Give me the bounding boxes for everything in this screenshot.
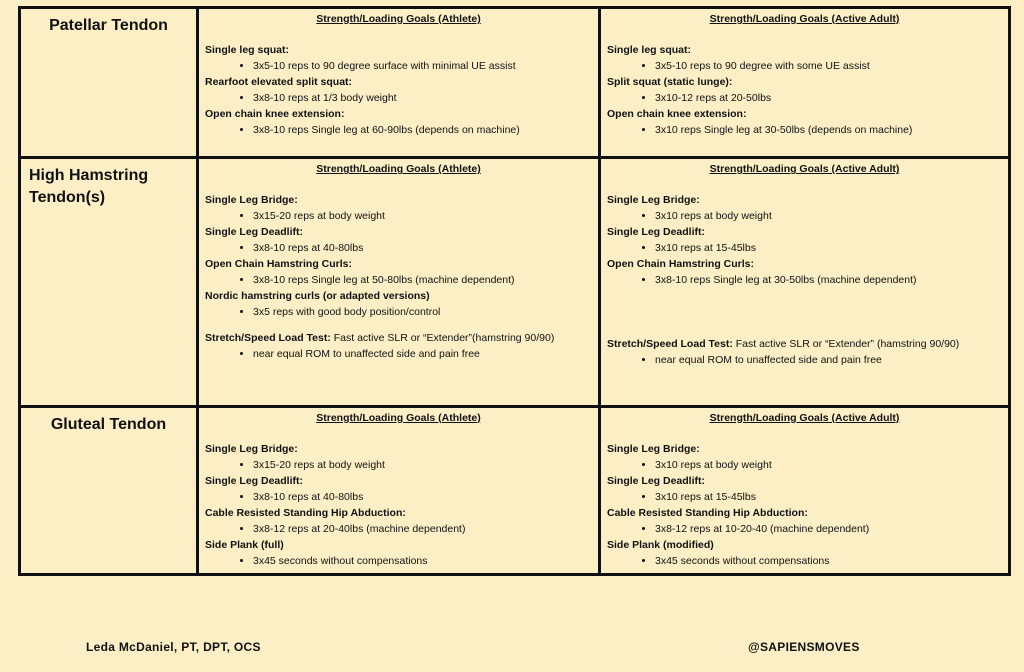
tendon-name: Tendon(s) — [29, 189, 106, 207]
exercise — [607, 192, 1002, 224]
exercise-name: Single Leg Bridge: — [607, 442, 700, 455]
table-row — [20, 8, 1010, 158]
exercise-detail: • 3x5-10 reps to 90 degree with some UE assist — [655, 58, 1002, 74]
exercise — [205, 288, 592, 320]
exercise — [607, 256, 1002, 288]
adult-goals-cell — [600, 158, 1010, 406]
tendon-name: Patellar Tendon — [49, 17, 168, 34]
spacer — [607, 288, 1002, 326]
tendon-loading-table — [18, 6, 1011, 576]
exercise-detail: • 3x8-12 reps at 10-20-40 (machine dependent) — [655, 521, 1002, 537]
exercise — [607, 473, 1002, 505]
goals-heading: Strength/Loading Goals (Active Adult) — [709, 411, 900, 424]
exercise-name: Single Leg Bridge: — [205, 442, 298, 455]
goals-heading: Strength/Loading Goals (Athlete) — [316, 411, 481, 424]
exercise — [205, 473, 592, 505]
exercise-detail: • 3x10 reps at body weight — [655, 457, 1002, 473]
author-credit: Leda McDaniel, PT, DPT, OCS — [86, 640, 261, 654]
load-test-text: Fast active SLR or “Extender”(hamstring 90/90) — [330, 332, 555, 345]
load-test — [607, 336, 1002, 368]
exercise — [205, 74, 592, 106]
goals-heading: Strength/Loading Goals (Athlete) — [316, 13, 481, 25]
goals-heading: Strength/Loading Goals (Active Adult) — [709, 13, 900, 25]
exercise-name: Single leg squat: — [205, 44, 290, 56]
load-test-label: Stretch/Speed Load Test: — [607, 338, 733, 351]
exercise-detail: • 3x45 seconds without compensations — [655, 553, 1002, 569]
exercise — [205, 441, 592, 473]
exercise-detail: • 3x8-10 reps at 40-80lbs — [253, 489, 592, 505]
exercise-detail: • 3x8-10 reps at 40-80lbs — [253, 240, 592, 256]
exercise — [205, 106, 592, 138]
exercise-name: Single Leg Bridge: — [607, 194, 700, 207]
exercise — [607, 537, 1002, 569]
table-row — [20, 406, 1010, 574]
exercise — [607, 106, 1002, 138]
tendon-label-cell — [20, 158, 198, 406]
goals-heading: Strength/Loading Goals (Active Adult) — [709, 163, 900, 176]
exercise-detail: • 3x8-10 reps Single leg at 30-50lbs (machine dependent) — [655, 272, 1002, 288]
exercise-detail: • 3x5 reps with good body position/control — [253, 304, 592, 320]
social-handle: @SAPIENSMOVES — [748, 640, 860, 654]
exercise-detail: • 3x5-10 reps to 90 degree surface with minimal UE assist — [253, 58, 592, 74]
table-row — [20, 158, 1010, 406]
adult-goals-cell — [600, 8, 1010, 158]
exercise — [205, 537, 592, 569]
exercise — [607, 441, 1002, 473]
exercise-name: Single Leg Deadlift: — [205, 474, 304, 487]
exercise-name: Open chain knee extension: — [607, 108, 747, 120]
load-test-label: Stretch/Speed Load Test: — [205, 332, 331, 345]
exercise-name: Rearfoot elevated split squat: — [205, 76, 353, 88]
exercise — [205, 224, 592, 256]
load-test-detail: • near equal ROM to unaffected side and pain free — [253, 346, 592, 362]
exercise-name: Single Leg Deadlift: — [607, 474, 706, 487]
exercise-detail: • 3x15-20 reps at body weight — [253, 208, 592, 224]
exercise-name: Single Leg Deadlift: — [607, 226, 706, 239]
exercise-name: Open Chain Hamstring Curls: — [205, 258, 353, 271]
exercise-name: Split squat (static lunge): — [607, 76, 733, 88]
exercise-detail: • 3x8-10 reps Single leg at 60-90lbs (depends on machine) — [253, 122, 592, 138]
exercise-detail: • 3x10 reps Single leg at 30-50lbs (depends on machine) — [655, 122, 1002, 138]
exercise-detail: • 3x45 seconds without compensations — [253, 553, 592, 569]
exercise-name: Cable Resisted Standing Hip Abduction: — [205, 506, 406, 519]
exercise-name: Single leg squat: — [607, 44, 692, 56]
exercise-detail: • 3x10 reps at 15-45lbs — [655, 240, 1002, 256]
load-test-detail: • near equal ROM to unaffected side and pain free — [655, 352, 1002, 368]
adult-goals-cell — [600, 406, 1010, 574]
load-test — [205, 330, 592, 362]
tendon-label-cell — [20, 406, 198, 574]
exercise — [205, 256, 592, 288]
exercise — [205, 42, 592, 74]
athlete-goals-cell — [198, 406, 600, 574]
athlete-goals-cell — [198, 158, 600, 406]
goals-heading: Strength/Loading Goals (Athlete) — [316, 163, 481, 176]
exercise-name: Single Leg Deadlift: — [205, 226, 304, 239]
tendon-name: High Hamstring — [29, 167, 149, 185]
exercise — [607, 224, 1002, 256]
tendon-name: Gluteal Tendon — [50, 415, 167, 433]
athlete-goals-cell — [198, 8, 600, 158]
exercise-detail: • 3x10-12 reps at 20-50lbs — [655, 90, 1002, 106]
exercise-name: Open chain knee extension: — [205, 108, 345, 120]
exercise-name: Cable Resisted Standing Hip Abduction: — [607, 506, 808, 519]
exercise-name: Side Plank (full) — [205, 538, 284, 551]
exercise-detail: • 3x8-10 reps at 1/3 body weight — [253, 90, 592, 106]
exercise-name: Nordic hamstring curls (or adapted versions) — [205, 290, 430, 303]
exercise-detail: • 3x10 reps at 15-45lbs — [655, 489, 1002, 505]
exercise-name: Side Plank (modified) — [607, 538, 714, 551]
exercise — [607, 74, 1002, 106]
exercise — [205, 192, 592, 224]
exercise-name: Single Leg Bridge: — [205, 194, 298, 207]
load-test-text: Fast active SLR or “Extender” (hamstring 90/90) — [732, 338, 960, 351]
tendon-label-cell — [20, 8, 198, 158]
exercise — [607, 42, 1002, 74]
exercise — [205, 505, 592, 537]
exercise — [607, 505, 1002, 537]
exercise-detail: • 3x10 reps at body weight — [655, 208, 1002, 224]
exercise-detail: • 3x8-10 reps Single leg at 50-80lbs (machine dependent) — [253, 272, 592, 288]
exercise-name: Open Chain Hamstring Curls: — [607, 258, 755, 271]
exercise-detail: • 3x15-20 reps at body weight — [253, 457, 592, 473]
exercise-detail: • 3x8-12 reps at 20-40lbs (machine dependent) — [253, 521, 592, 537]
